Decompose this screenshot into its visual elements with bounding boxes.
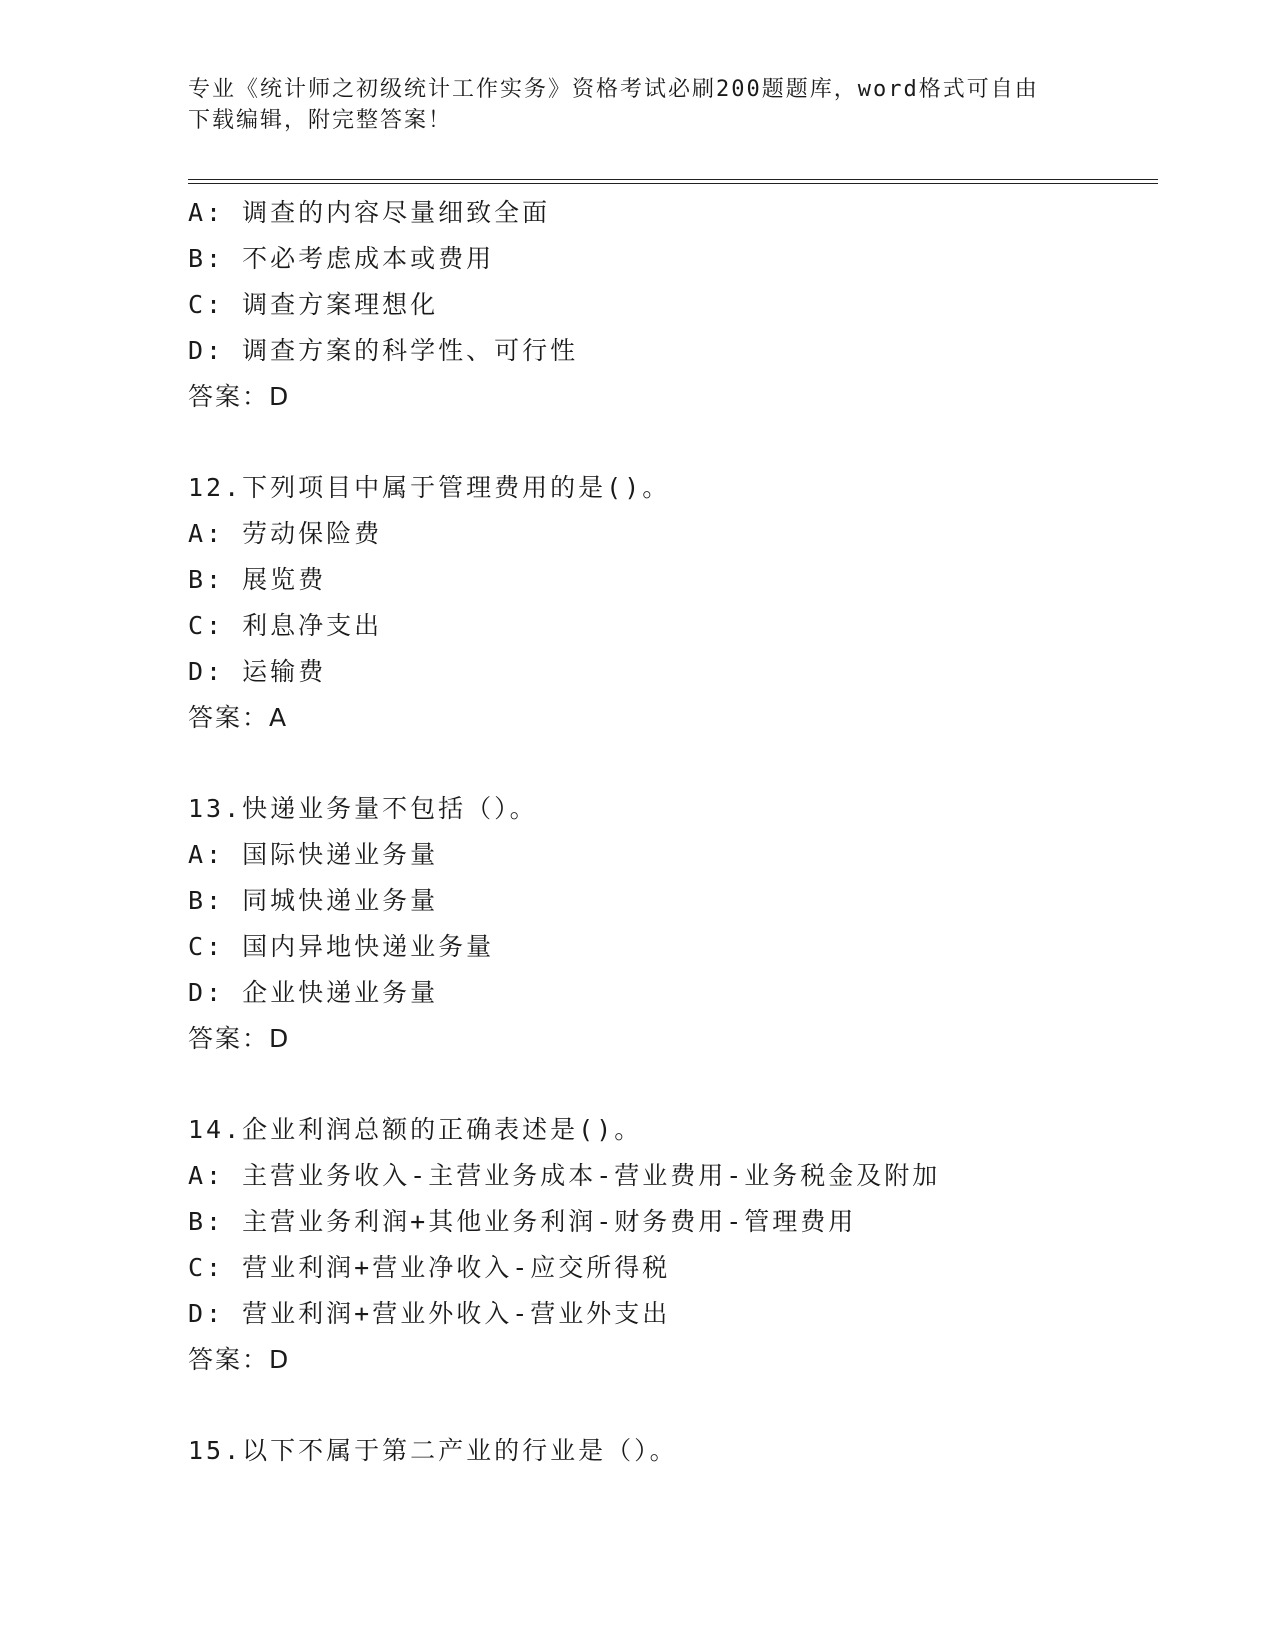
option-d: D: 调查方案的科学性、可行性 (188, 336, 579, 365)
option-d: D: 运输费 (188, 657, 327, 686)
header-line-1: 专业《统计师之初级统计工作实务》资格考试必刷200题题库，word格式可自由 (188, 77, 1039, 102)
question-block (188, 786, 1158, 1062)
answer-line: 答案：A (188, 703, 289, 732)
question-block (188, 1107, 1158, 1383)
question-block (188, 190, 1158, 420)
answer-line: 答案：D (188, 1345, 291, 1374)
question-text: 13.快递业务量不包括（）。 (188, 794, 538, 823)
question-block (188, 465, 1158, 741)
answer-line: 答案：D (188, 382, 291, 411)
question-text: 15.以下不属于第二产业的行业是（）。 (188, 1436, 678, 1465)
option-a: A: 主营业务收入-主营业务成本-营业费用-业务税金及附加 (188, 1161, 941, 1190)
header-line-2: 下载编辑，附完整答案！ (188, 108, 453, 133)
document-header (188, 74, 1088, 136)
option-c: C: 利息净支出 (188, 611, 383, 640)
option-b: B: 主营业务利润+其他业务利润-财务费用-管理费用 (188, 1207, 857, 1236)
option-c: C: 国内异地快递业务量 (188, 932, 495, 961)
question-block (188, 1428, 1158, 1474)
option-d: D: 营业利润+营业外收入-营业外支出 (188, 1299, 671, 1328)
option-a: A: 调查的内容尽量细致全面 (188, 198, 551, 227)
answer-line: 答案：D (188, 1024, 291, 1053)
option-a: A: 国际快递业务量 (188, 840, 439, 869)
option-b: B: 不必考虑成本或费用 (188, 244, 495, 273)
option-c: C: 营业利润+营业净收入-应交所得税 (188, 1253, 671, 1282)
header-divider-bottom (188, 183, 1158, 184)
question-text: 12.下列项目中属于管理费用的是()。 (188, 473, 671, 502)
option-a: A: 劳动保险费 (188, 519, 383, 548)
option-d: D: 企业快递业务量 (188, 978, 439, 1007)
question-text: 14.企业利润总额的正确表述是()。 (188, 1115, 643, 1144)
option-b: B: 同城快递业务量 (188, 886, 439, 915)
option-b: B: 展览费 (188, 565, 327, 594)
option-c: C: 调查方案理想化 (188, 290, 439, 319)
question-list (188, 190, 1158, 1474)
header-divider-top (188, 179, 1158, 180)
